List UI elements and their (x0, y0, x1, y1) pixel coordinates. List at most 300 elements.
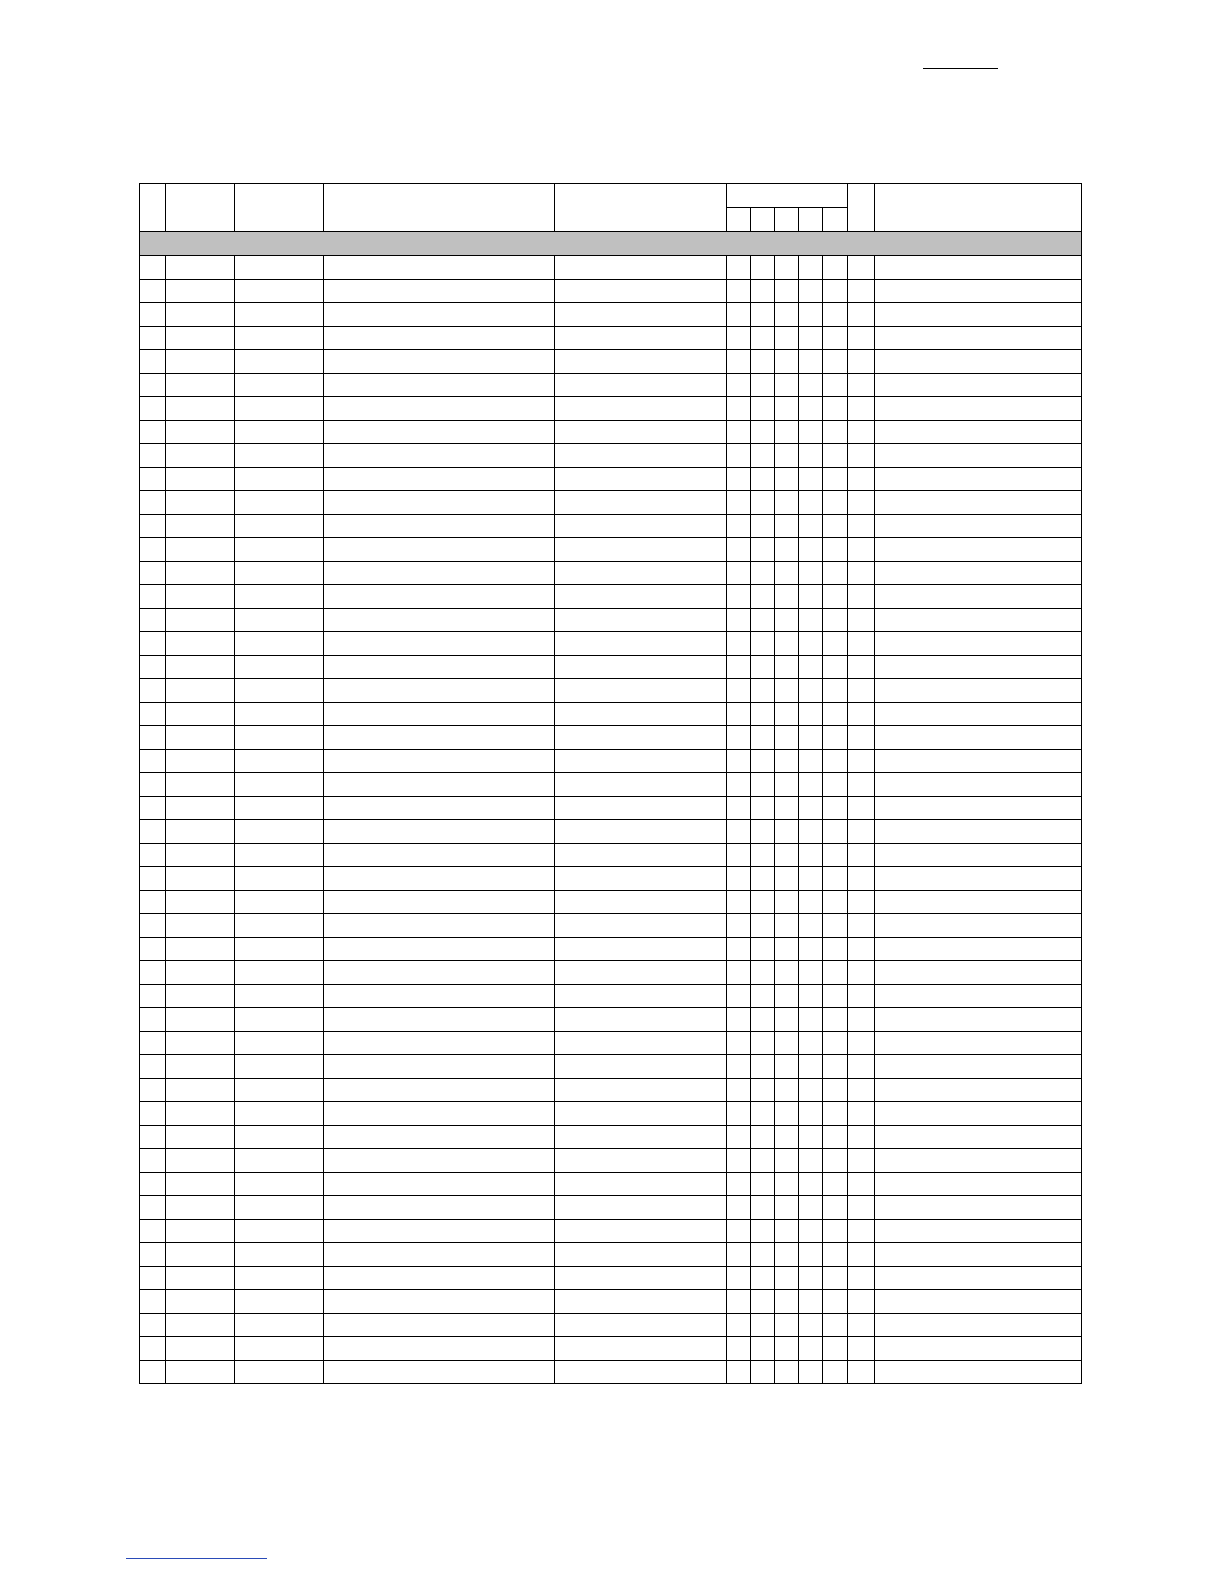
table-cell[interactable] (166, 655, 235, 679)
table-cell[interactable] (324, 1243, 555, 1267)
table-cell[interactable] (823, 1360, 848, 1384)
table-cell[interactable] (751, 1266, 775, 1290)
table-cell[interactable] (823, 491, 848, 515)
table-cell[interactable] (555, 726, 727, 750)
table-cell[interactable] (799, 843, 823, 867)
table-cell[interactable] (799, 585, 823, 609)
table-cell[interactable] (166, 326, 235, 350)
table-cell[interactable] (875, 890, 1082, 914)
table-cell[interactable] (555, 585, 727, 609)
table-cell[interactable] (140, 467, 166, 491)
table-cell[interactable] (324, 1102, 555, 1126)
table-cell[interactable] (727, 279, 751, 303)
table-cell[interactable] (235, 350, 324, 374)
table-cell[interactable] (324, 961, 555, 985)
table-cell[interactable] (235, 1102, 324, 1126)
table-cell[interactable] (848, 1266, 875, 1290)
table-cell[interactable] (751, 373, 775, 397)
table-cell[interactable] (875, 491, 1082, 515)
table-cell[interactable] (235, 726, 324, 750)
table-cell[interactable] (324, 491, 555, 515)
table-cell[interactable] (848, 655, 875, 679)
table-cell[interactable] (727, 796, 751, 820)
table-cell[interactable] (166, 1031, 235, 1055)
table-cell[interactable] (166, 1078, 235, 1102)
table-cell[interactable] (140, 1266, 166, 1290)
table-cell[interactable] (775, 467, 799, 491)
table-cell[interactable] (751, 514, 775, 538)
table-cell[interactable] (140, 1149, 166, 1173)
table-cell[interactable] (848, 961, 875, 985)
table-cell[interactable] (751, 867, 775, 891)
table-cell[interactable] (775, 937, 799, 961)
table-cell[interactable] (140, 373, 166, 397)
table-cell[interactable] (848, 1078, 875, 1102)
table-cell[interactable] (140, 679, 166, 703)
table-cell[interactable] (235, 1125, 324, 1149)
table-cell[interactable] (166, 632, 235, 656)
table-cell[interactable] (140, 726, 166, 750)
table-cell[interactable] (324, 1219, 555, 1243)
table-cell[interactable] (727, 843, 751, 867)
table-cell[interactable] (775, 702, 799, 726)
table-cell[interactable] (140, 632, 166, 656)
table-cell[interactable] (875, 961, 1082, 985)
table-cell[interactable] (875, 1219, 1082, 1243)
table-cell[interactable] (555, 867, 727, 891)
table-cell[interactable] (235, 867, 324, 891)
table-cell[interactable] (751, 444, 775, 468)
table-cell[interactable] (555, 1219, 727, 1243)
table-cell[interactable] (555, 914, 727, 938)
table-cell[interactable] (235, 773, 324, 797)
table-cell[interactable] (799, 937, 823, 961)
table-cell[interactable] (799, 1172, 823, 1196)
table-cell[interactable] (235, 1337, 324, 1361)
table-cell[interactable] (235, 1008, 324, 1032)
table-cell[interactable] (235, 1149, 324, 1173)
table-cell[interactable] (324, 1360, 555, 1384)
table-cell[interactable] (727, 679, 751, 703)
table-cell[interactable] (875, 397, 1082, 421)
table-cell[interactable] (235, 655, 324, 679)
table-cell[interactable] (166, 585, 235, 609)
table-cell[interactable] (166, 1243, 235, 1267)
table-cell[interactable] (727, 350, 751, 374)
table-cell[interactable] (775, 914, 799, 938)
table-cell[interactable] (823, 1266, 848, 1290)
table-cell[interactable] (799, 984, 823, 1008)
table-cell[interactable] (324, 679, 555, 703)
table-cell[interactable] (727, 961, 751, 985)
table-cell[interactable] (775, 279, 799, 303)
table-cell[interactable] (848, 538, 875, 562)
table-cell[interactable] (751, 632, 775, 656)
table-cell[interactable] (751, 773, 775, 797)
table-cell[interactable] (775, 749, 799, 773)
table-cell[interactable] (823, 937, 848, 961)
table-cell[interactable] (555, 561, 727, 585)
table-cell[interactable] (555, 702, 727, 726)
table-cell[interactable] (166, 726, 235, 750)
table-cell[interactable] (166, 843, 235, 867)
table-cell[interactable] (875, 561, 1082, 585)
table-cell[interactable] (140, 961, 166, 985)
table-cell[interactable] (324, 279, 555, 303)
table-cell[interactable] (555, 1031, 727, 1055)
table-cell[interactable] (555, 820, 727, 844)
table-cell[interactable] (751, 397, 775, 421)
table-cell[interactable] (751, 655, 775, 679)
table-cell[interactable] (848, 585, 875, 609)
table-cell[interactable] (235, 914, 324, 938)
table-cell[interactable] (848, 1102, 875, 1126)
table-cell[interactable] (324, 867, 555, 891)
table-cell[interactable] (799, 820, 823, 844)
table-cell[interactable] (727, 632, 751, 656)
table-cell[interactable] (751, 467, 775, 491)
table-cell[interactable] (823, 1008, 848, 1032)
table-cell[interactable] (140, 256, 166, 280)
table-cell[interactable] (727, 256, 751, 280)
table-cell[interactable] (235, 820, 324, 844)
table-cell[interactable] (324, 444, 555, 468)
table-cell[interactable] (751, 608, 775, 632)
table-cell[interactable] (799, 1266, 823, 1290)
table-cell[interactable] (848, 256, 875, 280)
table-cell[interactable] (166, 914, 235, 938)
table-cell[interactable] (751, 1102, 775, 1126)
table-cell[interactable] (324, 1125, 555, 1149)
table-cell[interactable] (555, 608, 727, 632)
table-cell[interactable] (555, 843, 727, 867)
table-cell[interactable] (751, 538, 775, 562)
table-cell[interactable] (140, 514, 166, 538)
table-cell[interactable] (555, 1196, 727, 1220)
table-cell[interactable] (875, 1102, 1082, 1126)
table-cell[interactable] (235, 937, 324, 961)
table-cell[interactable] (140, 1243, 166, 1267)
table-cell[interactable] (727, 467, 751, 491)
table-cell[interactable] (751, 820, 775, 844)
table-cell[interactable] (555, 444, 727, 468)
table-cell[interactable] (775, 632, 799, 656)
table-cell[interactable] (775, 1172, 799, 1196)
table-cell[interactable] (727, 702, 751, 726)
table-cell[interactable] (775, 1290, 799, 1314)
table-cell[interactable] (727, 585, 751, 609)
table-cell[interactable] (555, 467, 727, 491)
table-cell[interactable] (823, 256, 848, 280)
table-cell[interactable] (848, 326, 875, 350)
table-cell[interactable] (875, 655, 1082, 679)
table-cell[interactable] (751, 1243, 775, 1267)
table-cell[interactable] (799, 726, 823, 750)
table-cell[interactable] (140, 937, 166, 961)
table-cell[interactable] (166, 279, 235, 303)
table-cell[interactable] (324, 632, 555, 656)
table-cell[interactable] (235, 1360, 324, 1384)
table-cell[interactable] (727, 1266, 751, 1290)
table-cell[interactable] (799, 444, 823, 468)
table-cell[interactable] (235, 749, 324, 773)
table-cell[interactable] (751, 491, 775, 515)
table-cell[interactable] (324, 585, 555, 609)
table-cell[interactable] (166, 1219, 235, 1243)
table-cell[interactable] (751, 843, 775, 867)
table-cell[interactable] (324, 303, 555, 327)
table-cell[interactable] (555, 350, 727, 374)
table-cell[interactable] (166, 796, 235, 820)
table-cell[interactable] (166, 420, 235, 444)
table-cell[interactable] (555, 890, 727, 914)
table-cell[interactable] (235, 467, 324, 491)
table-cell[interactable] (235, 632, 324, 656)
table-cell[interactable] (166, 1172, 235, 1196)
table-cell[interactable] (140, 491, 166, 515)
table-cell[interactable] (166, 937, 235, 961)
table-cell[interactable] (235, 585, 324, 609)
table-cell[interactable] (751, 1219, 775, 1243)
table-cell[interactable] (875, 1125, 1082, 1149)
table-cell[interactable] (324, 256, 555, 280)
table-cell[interactable] (166, 303, 235, 327)
table-cell[interactable] (823, 1125, 848, 1149)
table-cell[interactable] (235, 1078, 324, 1102)
table-cell[interactable] (166, 491, 235, 515)
table-cell[interactable] (166, 890, 235, 914)
table-cell[interactable] (140, 1337, 166, 1361)
table-cell[interactable] (823, 867, 848, 891)
table-cell[interactable] (848, 279, 875, 303)
table-cell[interactable] (848, 1172, 875, 1196)
table-cell[interactable] (166, 1290, 235, 1314)
table-cell[interactable] (875, 843, 1082, 867)
table-cell[interactable] (751, 1172, 775, 1196)
table-cell[interactable] (775, 491, 799, 515)
table-cell[interactable] (235, 1313, 324, 1337)
table-cell[interactable] (727, 890, 751, 914)
table-cell[interactable] (823, 373, 848, 397)
table-cell[interactable] (775, 1125, 799, 1149)
table-cell[interactable] (875, 1243, 1082, 1267)
table-cell[interactable] (823, 279, 848, 303)
table-cell[interactable] (751, 1360, 775, 1384)
table-cell[interactable] (166, 1149, 235, 1173)
table-cell[interactable] (775, 726, 799, 750)
table-cell[interactable] (799, 561, 823, 585)
table-cell[interactable] (799, 467, 823, 491)
table-cell[interactable] (848, 702, 875, 726)
table-cell[interactable] (751, 1008, 775, 1032)
table-cell[interactable] (848, 444, 875, 468)
table-cell[interactable] (235, 491, 324, 515)
table-cell[interactable] (751, 1031, 775, 1055)
table-cell[interactable] (775, 820, 799, 844)
table-cell[interactable] (799, 1196, 823, 1220)
table-cell[interactable] (166, 561, 235, 585)
table-cell[interactable] (555, 679, 727, 703)
table-cell[interactable] (140, 585, 166, 609)
table-cell[interactable] (727, 420, 751, 444)
table-cell[interactable] (324, 326, 555, 350)
table-cell[interactable] (848, 1219, 875, 1243)
table-cell[interactable] (775, 397, 799, 421)
table-cell[interactable] (727, 1360, 751, 1384)
table-cell[interactable] (875, 538, 1082, 562)
table-cell[interactable] (555, 1360, 727, 1384)
table-cell[interactable] (799, 1031, 823, 1055)
table-cell[interactable] (555, 1337, 727, 1361)
table-cell[interactable] (555, 961, 727, 985)
table-cell[interactable] (235, 1243, 324, 1267)
table-cell[interactable] (166, 820, 235, 844)
table-cell[interactable] (848, 1031, 875, 1055)
table-cell[interactable] (799, 632, 823, 656)
table-cell[interactable] (823, 420, 848, 444)
table-cell[interactable] (775, 867, 799, 891)
table-cell[interactable] (775, 514, 799, 538)
table-cell[interactable] (848, 1313, 875, 1337)
table-cell[interactable] (875, 256, 1082, 280)
table-cell[interactable] (140, 749, 166, 773)
table-cell[interactable] (775, 1266, 799, 1290)
table-cell[interactable] (848, 679, 875, 703)
table-cell[interactable] (875, 514, 1082, 538)
table-cell[interactable] (751, 1125, 775, 1149)
table-cell[interactable] (823, 585, 848, 609)
table-cell[interactable] (848, 303, 875, 327)
table-cell[interactable] (166, 773, 235, 797)
table-cell[interactable] (324, 1337, 555, 1361)
table-cell[interactable] (324, 1196, 555, 1220)
table-cell[interactable] (775, 1360, 799, 1384)
table-cell[interactable] (823, 679, 848, 703)
table-cell[interactable] (324, 937, 555, 961)
table-cell[interactable] (751, 796, 775, 820)
table-cell[interactable] (823, 914, 848, 938)
table-cell[interactable] (775, 1055, 799, 1079)
table-cell[interactable] (727, 303, 751, 327)
table-cell[interactable] (799, 1008, 823, 1032)
table-cell[interactable] (324, 655, 555, 679)
table-cell[interactable] (727, 538, 751, 562)
table-cell[interactable] (823, 1196, 848, 1220)
table-cell[interactable] (775, 608, 799, 632)
table-cell[interactable] (166, 397, 235, 421)
table-cell[interactable] (848, 1008, 875, 1032)
table-cell[interactable] (775, 961, 799, 985)
table-cell[interactable] (799, 608, 823, 632)
table-cell[interactable] (166, 256, 235, 280)
table-cell[interactable] (799, 1290, 823, 1314)
table-cell[interactable] (324, 1008, 555, 1032)
table-cell[interactable] (875, 350, 1082, 374)
table-cell[interactable] (727, 820, 751, 844)
table-cell[interactable] (823, 726, 848, 750)
table-cell[interactable] (140, 1125, 166, 1149)
table-cell[interactable] (823, 326, 848, 350)
table-cell[interactable] (727, 867, 751, 891)
table-cell[interactable] (166, 1360, 235, 1384)
table-cell[interactable] (875, 749, 1082, 773)
table-cell[interactable] (166, 1313, 235, 1337)
table-cell[interactable] (555, 1102, 727, 1126)
table-cell[interactable] (875, 1313, 1082, 1337)
table-cell[interactable] (775, 1243, 799, 1267)
table-cell[interactable] (727, 1337, 751, 1361)
table-cell[interactable] (751, 1149, 775, 1173)
table-cell[interactable] (166, 1102, 235, 1126)
table-cell[interactable] (235, 1055, 324, 1079)
table-cell[interactable] (727, 726, 751, 750)
table-cell[interactable] (235, 702, 324, 726)
table-cell[interactable] (555, 655, 727, 679)
table-cell[interactable] (140, 1031, 166, 1055)
table-cell[interactable] (848, 937, 875, 961)
table-cell[interactable] (555, 326, 727, 350)
table-cell[interactable] (140, 608, 166, 632)
table-cell[interactable] (727, 491, 751, 515)
table-cell[interactable] (140, 1008, 166, 1032)
table-cell[interactable] (727, 1102, 751, 1126)
table-cell[interactable] (799, 655, 823, 679)
table-cell[interactable] (751, 1313, 775, 1337)
table-cell[interactable] (799, 1149, 823, 1173)
table-cell[interactable] (166, 702, 235, 726)
table-cell[interactable] (775, 420, 799, 444)
table-cell[interactable] (848, 420, 875, 444)
table-cell[interactable] (324, 1078, 555, 1102)
table-cell[interactable] (823, 843, 848, 867)
table-cell[interactable] (775, 1008, 799, 1032)
table-cell[interactable] (799, 1078, 823, 1102)
table-cell[interactable] (235, 843, 324, 867)
table-cell[interactable] (751, 1055, 775, 1079)
table-cell[interactable] (875, 373, 1082, 397)
table-cell[interactable] (324, 350, 555, 374)
table-cell[interactable] (727, 1313, 751, 1337)
table-cell[interactable] (875, 773, 1082, 797)
table-cell[interactable] (751, 420, 775, 444)
table-cell[interactable] (875, 1055, 1082, 1079)
table-cell[interactable] (799, 796, 823, 820)
table-cell[interactable] (848, 514, 875, 538)
table-cell[interactable] (848, 608, 875, 632)
table-cell[interactable] (848, 350, 875, 374)
table-cell[interactable] (875, 1078, 1082, 1102)
table-cell[interactable] (727, 1031, 751, 1055)
table-cell[interactable] (775, 1102, 799, 1126)
table-cell[interactable] (751, 279, 775, 303)
table-cell[interactable] (555, 1078, 727, 1102)
table-cell[interactable] (324, 1313, 555, 1337)
table-cell[interactable] (140, 350, 166, 374)
table-cell[interactable] (875, 820, 1082, 844)
table-cell[interactable] (555, 303, 727, 327)
table-cell[interactable] (751, 679, 775, 703)
table-cell[interactable] (799, 397, 823, 421)
table-cell[interactable] (799, 373, 823, 397)
table-cell[interactable] (848, 1125, 875, 1149)
table-cell[interactable] (848, 843, 875, 867)
table-cell[interactable] (555, 491, 727, 515)
table-cell[interactable] (799, 773, 823, 797)
table-cell[interactable] (875, 679, 1082, 703)
table-cell[interactable] (823, 1172, 848, 1196)
table-cell[interactable] (775, 444, 799, 468)
table-cell[interactable] (324, 773, 555, 797)
